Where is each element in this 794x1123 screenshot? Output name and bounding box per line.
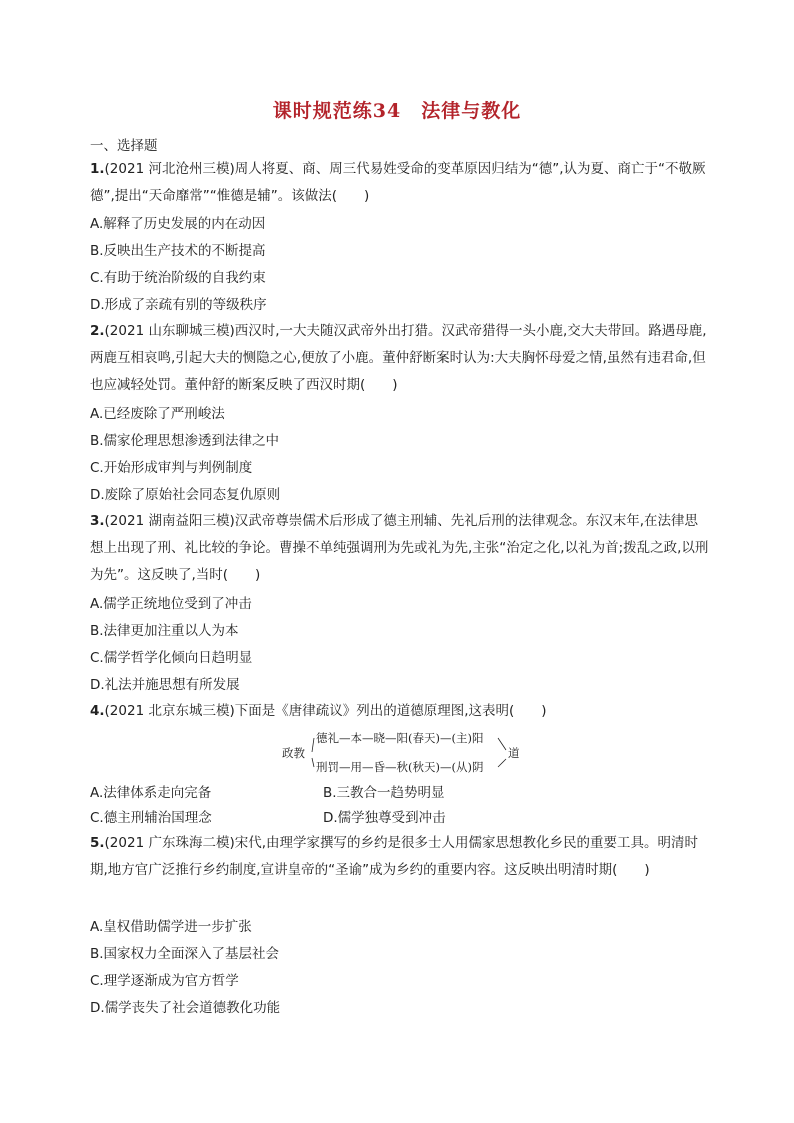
question-number: 5. — [90, 835, 105, 851]
question-3 — [90, 508, 710, 589]
option-1a: A.解释了历史发展的内在动因 — [90, 216, 266, 232]
diagram-arrow-left-down — [312, 758, 314, 767]
option-3d: D.礼法并施思想有所发展 — [90, 677, 240, 693]
option-1c: C.有助于统治阶级的自我约束 — [90, 270, 266, 286]
moral-principle-diagram — [282, 728, 522, 778]
diagram-bottom-chain: 刑罚—用—昏—秋(秋天)—(从)阴 — [316, 760, 484, 774]
option-1d: D.形成了亲疏有别的等级秩序 — [90, 297, 267, 313]
diagram-top-chain: 德礼—本—晓—阳(春天)—(主)阳 — [316, 731, 484, 745]
question-1 — [90, 156, 710, 210]
option-4d: D.儒学独尊受到冲击 — [323, 810, 446, 826]
question-number: 1. — [90, 161, 105, 177]
page-title: 课时规范练34 法律与教化 — [272, 100, 522, 122]
diagram-right-label: 道 — [508, 746, 520, 760]
diagram-arrow-right-up — [498, 738, 506, 750]
option-3b: B.法律更加注重以人为本 — [90, 623, 239, 639]
option-4c: C.德主刑辅治国理念 — [90, 810, 212, 826]
question-text: (2021 北京东城三模)下面是《唐律疏议》列出的道德原理图,这表明( ) — [104, 703, 547, 719]
question-text: (2021 广东珠海二模)宋代,由理学家撰写的乡约是很多士人用儒家思想教化乡民的重要工具。明清时期,地方官广泛推行乡约制度,宣讲皇帝的“圣谕”成为乡约的重要内容。这反映出明清时期( ) — [90, 835, 699, 878]
question-text: (2021 河北沧州三模)周人将夏、商、周三代易姓受命的变革原因归结为“德”,认为夏、商亡于“不敬厥德”,提出“天命靡常”“惟德是辅”。该做法( ) — [90, 161, 706, 204]
question-5 — [90, 830, 710, 884]
question-number: 4. — [90, 703, 105, 719]
option-2d: D.废除了原始社会同态复仇原则 — [90, 487, 281, 503]
option-4b: B.三教合一趋势明显 — [323, 785, 445, 801]
option-5c: C.理学逐渐成为官方哲学 — [90, 973, 239, 989]
option-2a: A.已经废除了严刑峻法 — [90, 406, 225, 422]
option-2c: C.开始形成审判与判例制度 — [90, 460, 253, 476]
question-text: (2021 湖南益阳三模)汉武帝尊崇儒术后形成了德主刑辅、先礼后刑的法律观念。东汉末年,在法律思想上出现了刑、礼比较的争论。曹操不单纯强调刑为先或礼为先,主张“治定之化,以礼为首;拨乱之政,以刑为先”。这反映了,当时( ) — [90, 513, 709, 583]
diagram-arrow-left-up — [312, 738, 314, 752]
option-5a: A.皇权借助儒学进一步扩张 — [90, 919, 252, 935]
option-2b: B.儒家伦理思想渗透到法律之中 — [90, 433, 280, 449]
option-5d: D.儒学丧失了社会道德教化功能 — [90, 1000, 281, 1016]
diagram-left-label: 政教 — [282, 746, 305, 760]
question-number: 3. — [90, 513, 105, 529]
question-4 — [90, 698, 710, 725]
question-number: 2. — [90, 323, 105, 339]
section-heading: 一、选择题 — [90, 138, 158, 154]
option-3c: C.儒学哲学化倾向日趋明显 — [90, 650, 253, 666]
option-3a: A.儒学正统地位受到了冲击 — [90, 596, 252, 612]
question-text: (2021 山东聊城三模)西汉时,一大夫随汉武帝外出打猎。汉武帝猎得一头小鹿,交大夫带回。路遇母鹿,两鹿互相哀鸣,引起大夫的恻隐之心,便放了小鹿。董仲舒断案时认为:大夫胸怀母爱之情,虽然有违君命,但也应减轻处罚。董仲舒的断案反映了西汉时期( ) — [90, 323, 707, 393]
option-1b: B.反映出生产技术的不断提高 — [90, 243, 266, 259]
question-2 — [90, 318, 710, 399]
option-5b: B.国家权力全面深入了基层社会 — [90, 946, 280, 962]
option-4a: A.法律体系走向完备 — [90, 785, 212, 801]
diagram-arrow-right-down — [498, 759, 506, 767]
